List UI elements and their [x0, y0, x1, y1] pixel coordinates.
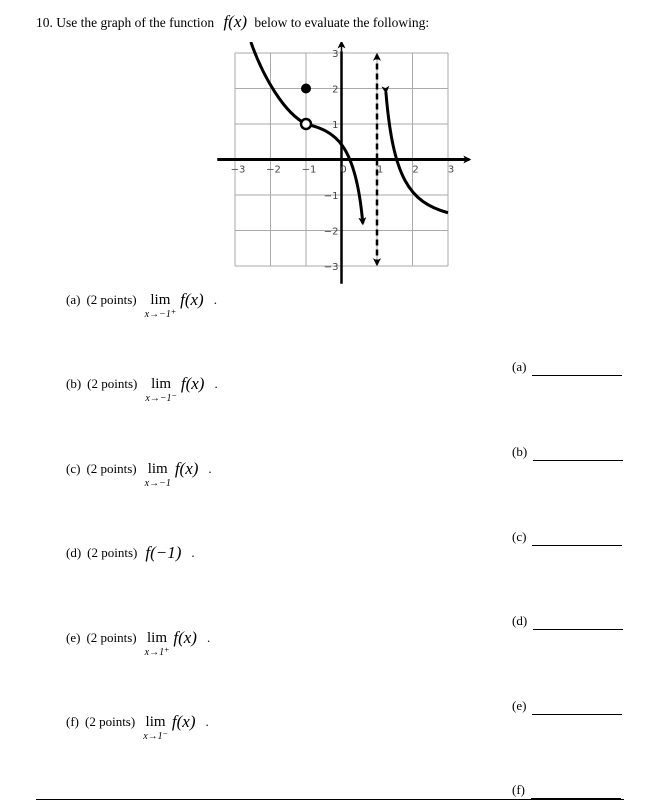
- part-end: .: [206, 630, 211, 645]
- answer-line[interactable]: [532, 359, 622, 376]
- part-end: .: [191, 545, 195, 560]
- part-label: (d): [66, 545, 82, 560]
- y-tick-label: 2: [332, 84, 339, 96]
- answer-line[interactable]: [533, 613, 623, 630]
- function-expression: f(x): [171, 712, 196, 731]
- limit-word: lim: [147, 461, 168, 477]
- part-label: (b): [66, 376, 82, 391]
- answer-line[interactable]: [533, 444, 623, 461]
- answer-label: (d): [512, 613, 528, 628]
- part-end: .: [205, 714, 209, 729]
- x-tick-label: −1: [301, 164, 317, 176]
- limit-subscript: x→−1: [144, 478, 171, 489]
- answer-blank[interactable]: [512, 359, 622, 376]
- part-label: (e): [66, 630, 81, 645]
- part-points: (2 points): [85, 714, 136, 729]
- part-label: (f): [66, 714, 79, 729]
- part-end: .: [213, 292, 217, 307]
- answer-line[interactable]: [532, 698, 622, 715]
- limit-expression: [143, 714, 168, 743]
- part-points: (2 points): [87, 376, 138, 391]
- x-tick-label: 2: [412, 164, 419, 176]
- part-end: .: [208, 461, 212, 476]
- axes: [217, 42, 469, 283]
- limit-subscript: x→1⁻: [143, 731, 168, 742]
- question-part: [66, 714, 209, 743]
- limit-word: lim: [145, 714, 166, 730]
- curve-left-branch: [251, 42, 306, 124]
- x-tick-label: 0: [340, 164, 347, 176]
- answer-label: (e): [512, 698, 527, 713]
- question-part: [66, 630, 210, 659]
- answer-line[interactable]: [532, 529, 622, 546]
- filled-point: [301, 84, 311, 94]
- y-tick-label: −2: [323, 226, 339, 238]
- limit-expression: [145, 630, 170, 659]
- function-graph: [210, 42, 472, 288]
- part-points: (2 points): [86, 630, 137, 645]
- answer-label: (b): [512, 444, 528, 459]
- question-part: [66, 376, 218, 405]
- part-end: .: [214, 376, 218, 391]
- y-tick-label: −3: [323, 262, 339, 273]
- limit-expression: [145, 292, 176, 321]
- function-expression: f(x): [173, 628, 197, 647]
- part-label: (a): [66, 292, 81, 307]
- limit-expression: [145, 461, 171, 490]
- question-part: [66, 461, 212, 490]
- limit-word: lim: [146, 630, 167, 646]
- x-tick-label: 3: [447, 164, 455, 176]
- function-expression: f(x): [180, 290, 204, 309]
- problem-number: 10.: [36, 15, 53, 30]
- y-tick-label: 1: [332, 120, 339, 131]
- limit-word: lim: [150, 292, 171, 308]
- x-tick-label: 1: [376, 164, 384, 176]
- limit-subscript: x→1⁺: [144, 647, 170, 658]
- part-points: (2 points): [87, 545, 138, 560]
- function-name: f(x): [223, 12, 248, 31]
- limit-word: lim: [151, 376, 172, 392]
- answer-label: (c): [512, 529, 527, 544]
- problem-header: [36, 12, 429, 32]
- function-expression: f(x): [180, 374, 205, 393]
- answer-line[interactable]: [531, 782, 621, 799]
- answer-blank[interactable]: [512, 613, 623, 630]
- question-part: [66, 545, 195, 561]
- y-tick-label: 3: [332, 49, 339, 60]
- part-points: (2 points): [86, 461, 137, 476]
- part-label: (c): [66, 461, 81, 476]
- answer-blank[interactable]: [512, 782, 621, 799]
- y-tick-label: −1: [323, 191, 339, 202]
- function-expression: f(−1): [145, 543, 182, 562]
- x-tick-label: −3: [230, 164, 246, 176]
- limit-subscript: x→−1⁻: [145, 393, 177, 404]
- problem-text-before: Use the graph of the function: [56, 15, 215, 30]
- limit-expression: [145, 376, 176, 405]
- answer-label: (f): [512, 782, 525, 797]
- function-expression: f(x): [174, 459, 199, 478]
- limit-subscript: x→−1⁺: [144, 309, 177, 320]
- question-part: [66, 292, 217, 321]
- problem-text-after: below to evaluate the following:: [254, 15, 430, 30]
- part-points: (2 points): [86, 292, 137, 307]
- answer-blank[interactable]: [512, 444, 623, 461]
- answer-label: (a): [512, 359, 527, 374]
- x-tick-label: −2: [266, 164, 281, 176]
- open-point: [301, 119, 311, 129]
- answer-blank[interactable]: [512, 529, 622, 546]
- answer-blank[interactable]: [512, 698, 622, 715]
- bottom-rule: [36, 799, 624, 800]
